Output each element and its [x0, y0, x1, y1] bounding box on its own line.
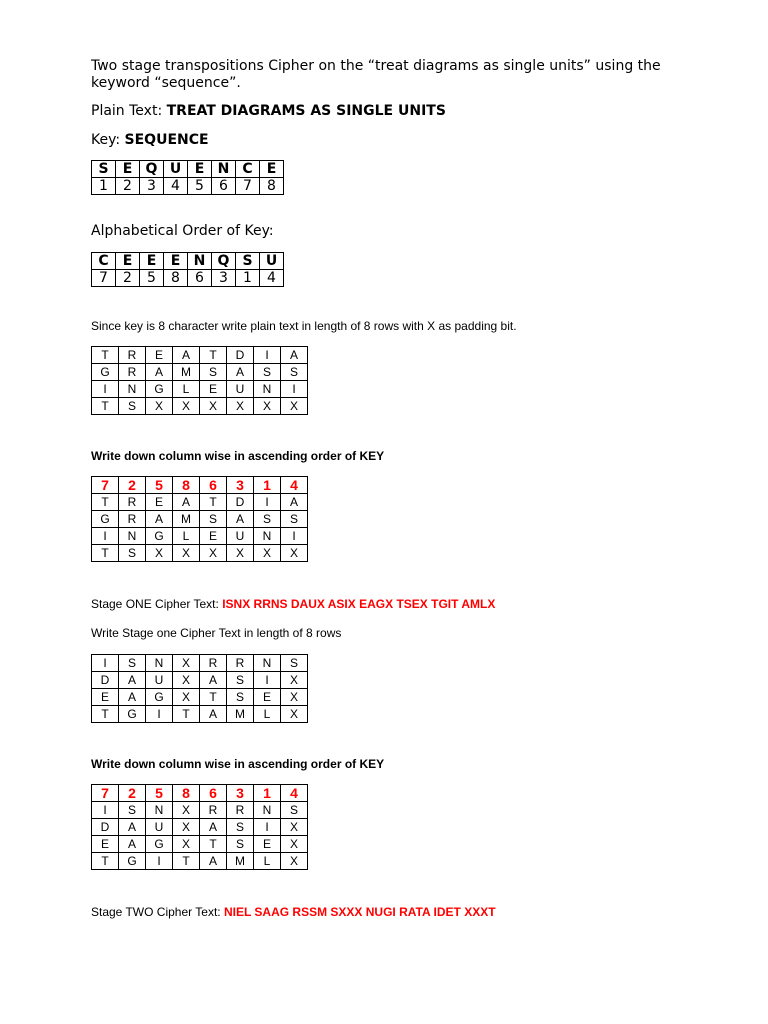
alpha-number-cell: 7	[92, 270, 116, 287]
key-value: SEQUENCE	[124, 132, 209, 148]
key-order-cell: 7	[92, 477, 119, 494]
grid-cell: S	[119, 398, 146, 415]
alpha-number-cell: 3	[212, 270, 236, 287]
alpha-numbers-row	[92, 270, 284, 287]
key-order-cell: 3	[227, 477, 254, 494]
grid-cell: X	[173, 836, 200, 853]
grid-cell: S	[227, 672, 254, 689]
grid-cell: X	[281, 545, 308, 562]
column-heading-2	[91, 757, 384, 772]
grid-row	[92, 655, 308, 672]
key-number-cell: 6	[212, 178, 236, 195]
grid-cell: A	[200, 853, 227, 870]
grid-cell: G	[146, 381, 173, 398]
grid-cell: X	[227, 398, 254, 415]
grid-cell: I	[281, 381, 308, 398]
grid-cell: T	[200, 494, 227, 511]
key-letter-cell: E	[188, 161, 212, 178]
grid-cell: U	[227, 381, 254, 398]
key-order-cell: 1	[254, 785, 281, 802]
grid-cell: S	[281, 802, 308, 819]
stage-two-value: NIEL SAAG RSSM SXXX NUGI RATA IDET XXXT	[223, 905, 496, 919]
grid-cell: X	[173, 398, 200, 415]
grid-cell: G	[146, 528, 173, 545]
grid-cell: G	[146, 689, 173, 706]
grid-cell: S	[200, 511, 227, 528]
stage-one-label: Stage ONE Cipher Text:	[91, 597, 223, 611]
grid-cell: E	[92, 836, 119, 853]
column-heading-2-text: Write down column wise in ascending order of KEY	[91, 757, 385, 771]
grid-cell: R	[119, 364, 146, 381]
grid-cell: N	[146, 802, 173, 819]
alpha-letter-cell: E	[164, 253, 188, 270]
alpha-letter-cell: U	[260, 253, 284, 270]
grid-cell: X	[281, 672, 308, 689]
grid-cell: A	[200, 706, 227, 723]
grid-cell: N	[254, 655, 281, 672]
key-order-cell: 2	[119, 785, 146, 802]
grid-cell: I	[254, 672, 281, 689]
grid-cell: I	[92, 381, 119, 398]
grid-cell: L	[254, 853, 281, 870]
key-order-row	[92, 785, 308, 802]
grid-row	[92, 381, 308, 398]
grid-cell: X	[281, 398, 308, 415]
grid-cell: G	[119, 706, 146, 723]
intro-text: Two stage transpositions Cipher on the “treat diagrams as single units” using the keyword “sequence”.	[91, 58, 661, 91]
key-number-cell: 5	[188, 178, 212, 195]
grid-cell: D	[92, 819, 119, 836]
key-order-cell: 8	[173, 477, 200, 494]
key-letter-cell: N	[212, 161, 236, 178]
grid-cell: X	[173, 689, 200, 706]
grid-cell: A	[200, 819, 227, 836]
alpha-letter-cell: S	[236, 253, 260, 270]
grid-cell: N	[119, 381, 146, 398]
alpha-letter-cell: N	[188, 253, 212, 270]
key-letter-cell: E	[116, 161, 140, 178]
stage-one-line	[91, 597, 495, 612]
key-letters-row	[92, 161, 284, 178]
grid-cell: T	[92, 347, 119, 364]
grid-row	[92, 836, 308, 853]
grid-cell: S	[119, 802, 146, 819]
alpha-heading: Alphabetical Order of Key:	[91, 223, 274, 239]
grid-cell: X	[173, 545, 200, 562]
grid-cell: I	[254, 819, 281, 836]
stage-one-grid	[91, 654, 308, 723]
grid-cell: N	[254, 381, 281, 398]
column-heading-1-text: Write down column wise in ascending order of KEY	[91, 449, 385, 463]
stage-two-label: Stage TWO Cipher Text:	[91, 905, 224, 919]
alpha-number-cell: 5	[140, 270, 164, 287]
grid-row	[92, 689, 308, 706]
key-order-cell: 2	[119, 477, 146, 494]
keyed-plain-grid	[91, 476, 308, 562]
grid-cell: X	[173, 672, 200, 689]
grid-cell: G	[119, 853, 146, 870]
grid-row	[92, 672, 308, 689]
grid-cell: S	[254, 364, 281, 381]
plain-text-line	[91, 103, 446, 120]
alpha-number-cell: 4	[260, 270, 284, 287]
grid-cell: R	[200, 802, 227, 819]
grid-cell: N	[254, 802, 281, 819]
grid-cell: R	[227, 655, 254, 672]
grid-cell: S	[281, 655, 308, 672]
grid-cell: X	[254, 398, 281, 415]
grid-row	[92, 364, 308, 381]
key-numbers-row	[92, 178, 284, 195]
alpha-letter-cell: E	[116, 253, 140, 270]
grid-cell: X	[173, 819, 200, 836]
grid-row	[92, 528, 308, 545]
grid-cell: X	[200, 545, 227, 562]
alpha-letters-row	[92, 253, 284, 270]
grid-cell: A	[281, 494, 308, 511]
grid-cell: T	[92, 853, 119, 870]
grid-cell: E	[92, 689, 119, 706]
grid-cell: A	[119, 836, 146, 853]
grid-cell: X	[227, 545, 254, 562]
grid-cell: X	[281, 706, 308, 723]
grid-cell: U	[146, 819, 173, 836]
grid-cell: L	[173, 381, 200, 398]
grid-cell: M	[227, 853, 254, 870]
grid-cell: S	[281, 364, 308, 381]
grid-row	[92, 545, 308, 562]
alpha-number-cell: 8	[164, 270, 188, 287]
grid-cell: S	[227, 836, 254, 853]
grid-cell: I	[281, 528, 308, 545]
key-order-cell: 4	[281, 477, 308, 494]
grid-cell: M	[227, 706, 254, 723]
grid-cell: I	[92, 528, 119, 545]
grid-cell: R	[119, 511, 146, 528]
alpha-number-cell: 6	[188, 270, 212, 287]
grid-cell: M	[173, 364, 200, 381]
grid-cell: T	[200, 836, 227, 853]
grid-cell: A	[146, 511, 173, 528]
grid-cell: I	[146, 853, 173, 870]
key-letter-cell: Q	[140, 161, 164, 178]
grid-cell: X	[281, 836, 308, 853]
plain-text-grid	[91, 346, 308, 415]
grid-cell: I	[254, 494, 281, 511]
grid-cell: A	[146, 364, 173, 381]
grid-cell: X	[254, 545, 281, 562]
padding-note: Since key is 8 character write plain text in length of 8 rows with X as padding bit.	[91, 319, 517, 333]
grid-cell: S	[254, 511, 281, 528]
key-letter-cell: S	[92, 161, 116, 178]
key-number-cell: 4	[164, 178, 188, 195]
grid-cell: A	[119, 689, 146, 706]
grid-cell: E	[254, 836, 281, 853]
grid-cell: A	[119, 819, 146, 836]
grid-cell: E	[254, 689, 281, 706]
alpha-table	[91, 252, 284, 287]
grid-cell: T	[200, 689, 227, 706]
grid-cell: U	[146, 672, 173, 689]
key-order-cell: 7	[92, 785, 119, 802]
key-order-cell: 6	[200, 785, 227, 802]
grid-cell: T	[92, 494, 119, 511]
grid-cell: A	[173, 494, 200, 511]
key-order-cell: 8	[173, 785, 200, 802]
grid-cell: A	[173, 347, 200, 364]
grid-cell: I	[146, 706, 173, 723]
grid-row	[92, 853, 308, 870]
grid-cell: D	[227, 347, 254, 364]
grid-cell: X	[281, 853, 308, 870]
stage-one-note: Write Stage one Cipher Text in length of 8 rows	[91, 626, 342, 640]
grid-cell: S	[227, 819, 254, 836]
key-number-cell: 1	[92, 178, 116, 195]
grid-cell: X	[146, 545, 173, 562]
grid-cell: M	[173, 511, 200, 528]
grid-cell: X	[146, 398, 173, 415]
grid-cell: L	[254, 706, 281, 723]
grid-cell: G	[92, 511, 119, 528]
grid-cell: X	[281, 819, 308, 836]
grid-cell: E	[146, 494, 173, 511]
grid-cell: R	[227, 802, 254, 819]
grid-row	[92, 802, 308, 819]
alpha-number-cell: 1	[236, 270, 260, 287]
grid-cell: X	[281, 689, 308, 706]
stage-two-line	[91, 905, 496, 920]
grid-cell: A	[281, 347, 308, 364]
grid-row	[92, 706, 308, 723]
grid-cell: I	[254, 347, 281, 364]
grid-cell: T	[173, 853, 200, 870]
key-order-cell: 5	[146, 477, 173, 494]
grid-cell: U	[227, 528, 254, 545]
alpha-letter-cell: E	[140, 253, 164, 270]
key-letter-cell: U	[164, 161, 188, 178]
grid-cell: N	[119, 528, 146, 545]
alpha-number-cell: 2	[116, 270, 140, 287]
key-order-cell: 4	[281, 785, 308, 802]
grid-cell: X	[173, 802, 200, 819]
key-order-cell: 1	[254, 477, 281, 494]
key-number-cell: 8	[260, 178, 284, 195]
grid-cell: G	[92, 364, 119, 381]
grid-cell: S	[227, 689, 254, 706]
grid-row	[92, 398, 308, 415]
plain-text-value: TREAT DIAGRAMS AS SINGLE UNITS	[166, 103, 446, 119]
key-line	[91, 132, 209, 149]
grid-cell: E	[146, 347, 173, 364]
grid-cell: E	[200, 528, 227, 545]
grid-row	[92, 511, 308, 528]
key-number-cell: 7	[236, 178, 260, 195]
grid-cell: R	[119, 347, 146, 364]
grid-cell: I	[92, 655, 119, 672]
grid-cell: N	[254, 528, 281, 545]
key-letter-cell: C	[236, 161, 260, 178]
alpha-letter-cell: Q	[212, 253, 236, 270]
grid-cell: A	[200, 672, 227, 689]
grid-cell: T	[92, 545, 119, 562]
grid-cell: R	[119, 494, 146, 511]
grid-cell: T	[200, 347, 227, 364]
grid-cell: A	[227, 364, 254, 381]
key-order-cell: 6	[200, 477, 227, 494]
grid-cell: S	[119, 655, 146, 672]
grid-cell: R	[200, 655, 227, 672]
grid-cell: A	[119, 672, 146, 689]
key-number-cell: 2	[116, 178, 140, 195]
plain-text-label: Plain Text:	[91, 103, 167, 119]
grid-cell: X	[200, 398, 227, 415]
grid-cell: T	[92, 398, 119, 415]
keyed-stage-one-grid	[91, 784, 308, 870]
grid-cell: E	[200, 381, 227, 398]
key-label: Key:	[91, 132, 125, 148]
key-letter-cell: E	[260, 161, 284, 178]
grid-row	[92, 494, 308, 511]
stage-one-value: ISNX RRNS DAUX ASIX EAGX TSEX TGIT AMLX	[222, 597, 496, 611]
key-order-row	[92, 477, 308, 494]
grid-cell: I	[92, 802, 119, 819]
grid-cell: D	[227, 494, 254, 511]
grid-cell: N	[146, 655, 173, 672]
grid-cell: S	[119, 545, 146, 562]
column-heading-1	[91, 449, 384, 464]
key-table	[91, 160, 284, 195]
alpha-letter-cell: C	[92, 253, 116, 270]
key-order-cell: 3	[227, 785, 254, 802]
grid-cell: D	[92, 672, 119, 689]
grid-cell: T	[92, 706, 119, 723]
grid-row	[92, 819, 308, 836]
grid-cell: X	[173, 655, 200, 672]
grid-cell: T	[173, 706, 200, 723]
key-order-cell: 5	[146, 785, 173, 802]
grid-cell: S	[200, 364, 227, 381]
grid-cell: S	[281, 511, 308, 528]
grid-cell: L	[173, 528, 200, 545]
key-number-cell: 3	[140, 178, 164, 195]
grid-cell: A	[227, 511, 254, 528]
grid-row	[92, 347, 308, 364]
grid-cell: G	[146, 836, 173, 853]
